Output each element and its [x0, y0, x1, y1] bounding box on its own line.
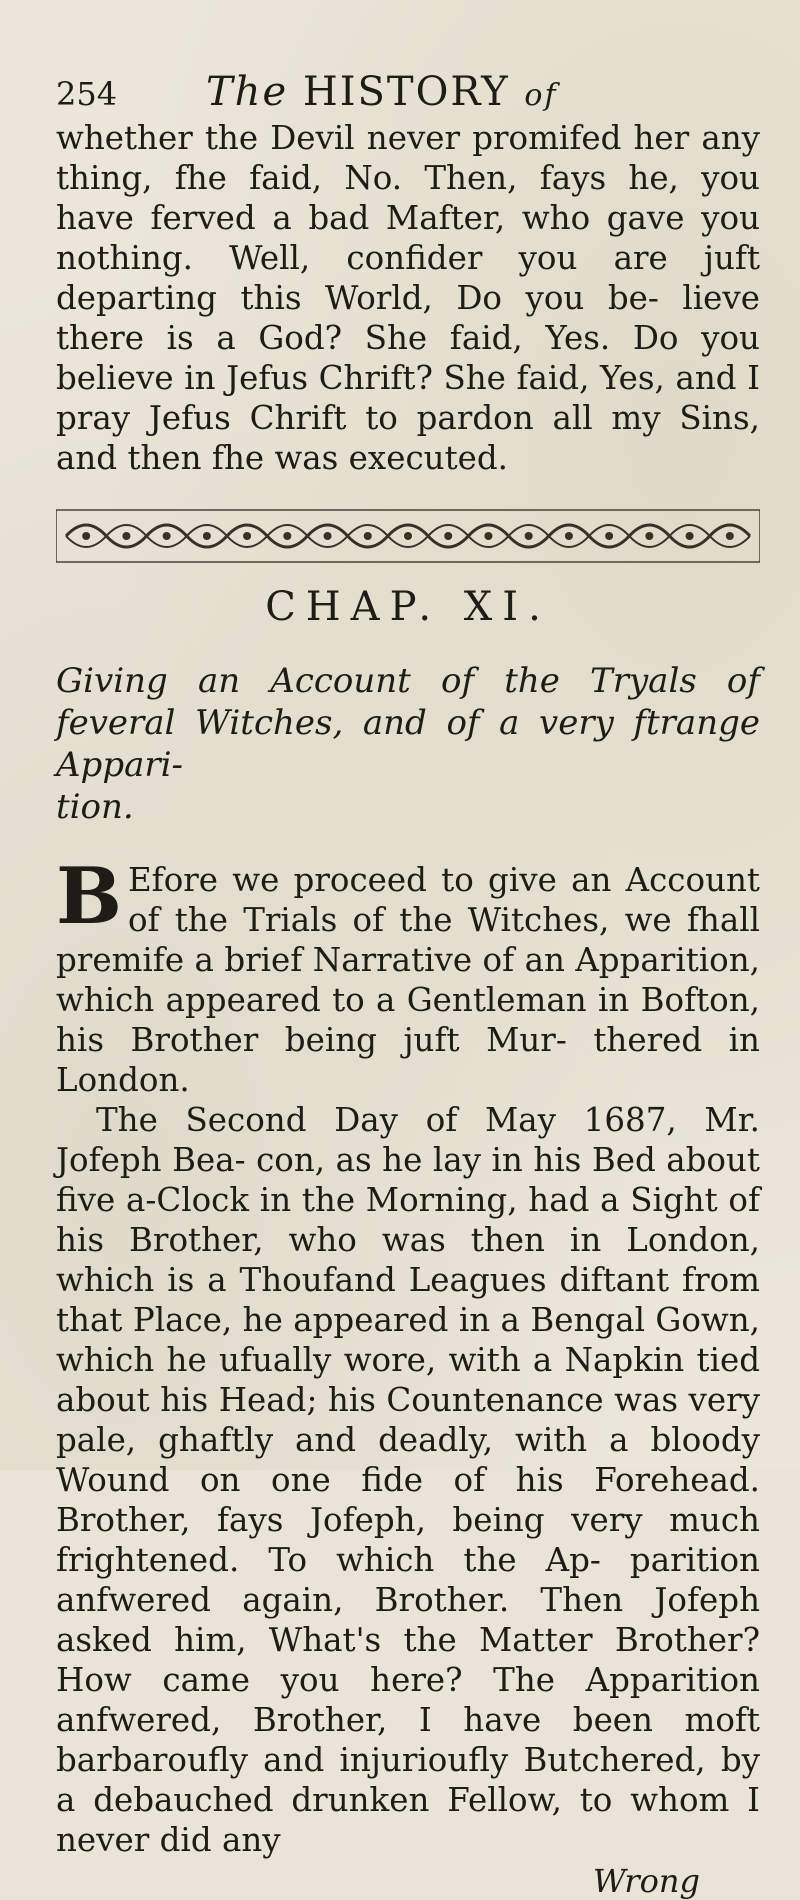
running-title-the: The: [206, 69, 289, 115]
paragraph-apparition-intro: [56, 851, 760, 1100]
chapter-summary-main: Giving an Account of the Tryals of feveral Witches, and of a very ftrange Appari-: [56, 661, 760, 785]
paragraph-apparition-account: The Second Day of May 1687, Mr. Jofeph Bea- con, as he lay in his Bed about five a-Clock in the Morning, had a Sight of his Brother, who was then in London, which is a Thoufand Leagues diftant from that Place, he appeared in a Bengal Gown, which he ufually wore, with a Napkin tied about his Head; his Countenance was very pale, ghaftly and deadly, with a bloody Wound on one fide of his Forehead. Brother, fays Jofeph, being very much frightened. To which the Ap- parition anfwered again, Brother. Then Jofeph asked him, What's the Matter Brother? How came you here? The Apparition anfwered, Brother, I have been moft barbaroufly and injurioufly Butchered, by a debauched drunken Fellow, to whom I never did any: [56, 1101, 760, 1859]
chapter-heading: CHAP. XI.: [265, 584, 551, 630]
ornament-band-icon: [56, 506, 760, 566]
running-title: [206, 70, 558, 114]
catchword: Wrong: [592, 1862, 700, 1900]
drop-cap: B: [56, 851, 122, 942]
running-head: [56, 70, 760, 114]
page-number: 254: [56, 75, 118, 113]
running-title-of: of: [524, 78, 558, 113]
running-title-main: HISTORY: [302, 69, 510, 115]
paragraph-apparition-intro-text: Efore we proceed to give an Account of the Trials of the Witches, we fhall premife a brief Narrative of an Apparition, which appeared to a Gentleman in Bofton, his Brother being juft Mur- thered in London.: [56, 861, 760, 1099]
chapter-summary-last: tion.: [56, 787, 134, 827]
opening-text: whether the Devil never promifed her any thing, fhe faid, No. Then, fays he, you have ferved a bad Mafter, who gave you nothing. Well, confider you are juft departing this World, Do you be- lieve there is a God? She faid, Yes. Do you believe in Jefus Chrift? She faid, Yes, and I pray Jefus Chrift to pardon all my Sins, and then fhe was executed.: [56, 119, 760, 477]
chapter-summary: [56, 660, 760, 828]
ornament-band: [56, 506, 760, 566]
